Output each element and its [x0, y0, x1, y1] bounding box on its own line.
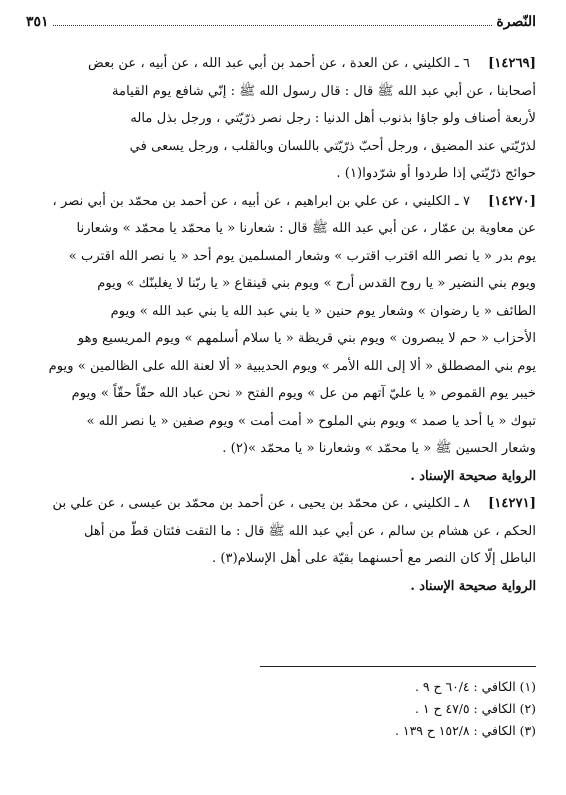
- hadith-line: ٧ ـ الكليني ، عن علي بن ابراهيم ، عن أبيه ، عن أحمد بن محمّد بن أبي نصر ،: [52, 193, 471, 209]
- chain-grade: الرواية صحيحة الإسناد .: [410, 578, 536, 594]
- hadith-number: [١٤٢٦٩]: [488, 56, 536, 71]
- hadith-line: يوم بني المصطلق « ألا إلى الله الأمر » ويوم الحديبية « ألا لعنة الله على الظالمين » ويوم: [48, 358, 536, 374]
- chain-grade: الرواية صحيحة الإسناد .: [410, 468, 536, 484]
- hadith-line: ٦ ـ الكليني ، عن العدة ، عن أحمد بن أبي عبد الله ، عن أبيه ، عن بعض: [87, 56, 471, 71]
- hadith-entry: [26, 188, 536, 491]
- hadith-line: عن معاوية بن عمّار ، عن أبي عبد الله ﷺ قال : شعارنا « يا محمّد يا محمّد » وشعارنا: [76, 221, 536, 236]
- hadith-number: [١٤٢٧١]: [488, 496, 536, 511]
- hadith-line: أصحابنا ، عن أبي عبد الله ﷺ قال : قال رسول الله ﷺ : إنّي شافع يوم القيامة: [111, 83, 536, 99]
- hadith-line: وشعار الحسين ﷺ « يا محمّد » وشعارنا « يا محمّد »(٢) .: [222, 441, 536, 456]
- hadith-number: [١٤٢٧٠]: [488, 193, 536, 209]
- hadith-line: تبوك « يا أحد يا صمد » ويوم بني الملوح « أمت أمت » ويوم صفين « يا نصر الله »: [86, 413, 536, 429]
- header-dotted-leader: [53, 24, 493, 26]
- hadith-line: الحكم ، عن هشام بن سالم ، عن أبي عبد الله ﷺ قال : ما التقت فئتان قطّ من أهل: [83, 523, 536, 539]
- hadith-entry: [26, 490, 536, 600]
- footnote: (١) الكافي : ٦٠/٤ ح ٩ .: [415, 679, 536, 694]
- hadith-line: يوم بدر « يا نصر الله اقترب اقترب » وشعار المسلمين يوم أحد « يا نصر الله اقترب »: [68, 248, 536, 264]
- footnote: (٣) الكافي : ١٥٢/٨ ح ١٣٩ .: [395, 723, 536, 738]
- footnotes: [395, 676, 536, 742]
- hadith-line: لأربعة أصناف ولو جاؤا بذنوب أهل الدنيا : رجل نصر ذرّيّتي ، ورجل بذل ماله: [130, 111, 536, 126]
- hadith-line: ٨ ـ الكليني ، عن محمّد بن يحيى ، عن أحمد بن محمّد بن عيسى ، عن علي بن: [52, 496, 471, 511]
- hadith-line: الطائف « يا رضوان » وشعار يوم حنين « يا بني عبد الله يا بني عبد الله » ويوم: [110, 303, 536, 319]
- hadith-line: خيبر يوم القموص « يا عليّ آتهم من عل » ويوم الفتح « نحن عباد الله حقّاً حقّاً » ويوم: [71, 386, 536, 401]
- hadith-line: ويوم بني النضير « يا روح القدس أرح » ويوم بني قينقاع « يا ربّنا لا يغلبنّك » ويوم: [97, 276, 536, 291]
- footnote: (٢) الكافي : ٤٧/٥ ح ١ .: [415, 701, 536, 716]
- running-header: [26, 14, 536, 36]
- chapter-title: النّصرة: [496, 14, 536, 30]
- footnote-divider: [260, 666, 536, 667]
- page-number: ٣٥١: [26, 14, 49, 30]
- page-body: [26, 50, 536, 600]
- hadith-entry: [26, 50, 536, 188]
- hadith-line: لذرّيّتي عند المضيق ، ورجل أحبّ ذرّيّتي باللسان وبالقلب ، ورجل يسعى في: [129, 138, 536, 154]
- hadith-line: الباطل إلّا كان النصر مع أحسنهما بقيّة على أهل الإسلام(٣) .: [211, 551, 536, 566]
- hadith-line: الأحزاب « حم لا يبصرون » ويوم بني قريظة « يا سلام أسلمهم » ويوم المريسيع وهو: [77, 331, 536, 346]
- hadith-line: حوائج ذرّيّتي إذا طردوا أو شرّدوا(١) .: [336, 166, 536, 181]
